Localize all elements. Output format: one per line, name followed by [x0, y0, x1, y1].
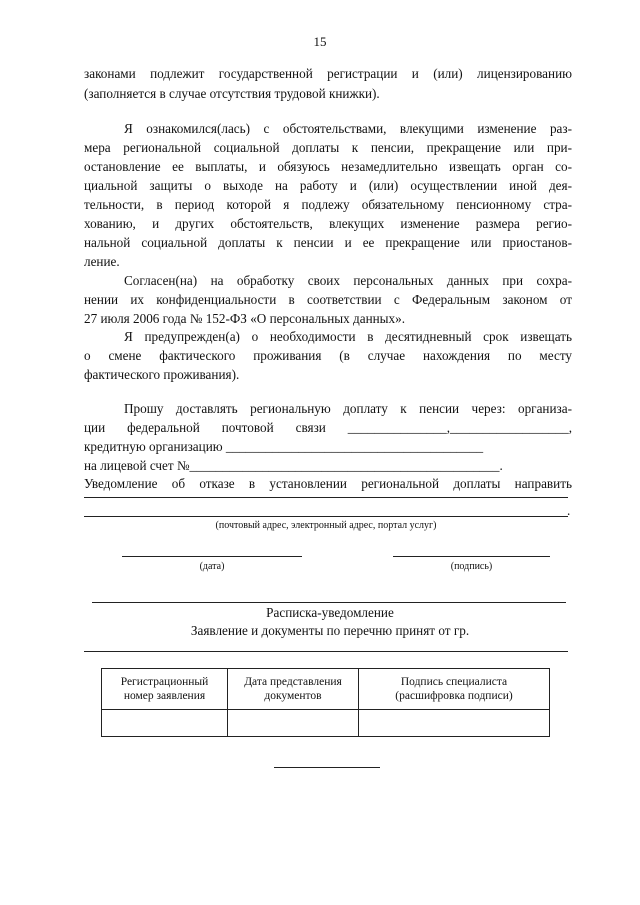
header-text: Дата представления	[244, 676, 342, 688]
header-text: (расшифровка подписи)	[395, 690, 513, 702]
paragraph-line: Я ознакомился(лась) с обстоятельствами, влекущими изменение раз-	[124, 121, 572, 136]
paragraph-line: 27 июля 2006 года № 152-ФЗ «О персональных данных».	[84, 311, 406, 326]
notice-address-line-2	[84, 516, 568, 517]
receipt-name-line	[84, 651, 568, 652]
receipt-title: Расписка-уведомление	[266, 605, 394, 620]
paragraph-line: остановление ее выплаты, и обязуюсь незамедлительно извещать орган со-	[84, 159, 572, 174]
end-rule	[274, 767, 380, 768]
delivery-line-1: Прошу доставлять региональную доплату к пенсии через: организа-	[124, 401, 572, 416]
receipt-top-rule	[92, 602, 566, 603]
notice-end-dot: .	[567, 503, 571, 518]
receipt-subtitle: Заявление и документы по перечню принят от гр.	[190, 623, 470, 638]
intro-line-2: (заполняется в случае отсутствия трудовой книжки).	[84, 86, 380, 101]
header-text: номер заявления	[123, 690, 206, 702]
paragraph-line: фактического проживания).	[84, 367, 240, 382]
paragraph-line: нении их конфиденциальности в соответствии с Федеральным законом от	[84, 292, 572, 307]
header-text: Подпись специалиста	[400, 676, 508, 688]
paragraph-line: хованию, и других обстоятельств, влекущих изменение размера регио-	[84, 216, 572, 231]
paragraph-line: нальной социальной доплаты к пенсии и ее прекращение или приостанов-	[84, 235, 572, 250]
paragraph-line: Согласен(на) на обработку своих персональных данных при сохра-	[124, 273, 572, 288]
header-text: документов	[264, 690, 322, 702]
delivery-line-account: на лицевой счет №_______________________________________________.	[84, 458, 503, 473]
table-header-cell-reg-number	[102, 669, 228, 710]
table-cell	[102, 710, 228, 737]
table-header-cell-signature	[359, 669, 550, 710]
table-cell	[359, 710, 550, 737]
paragraph-line: тельности, в период которой я подлежу обязательному пенсионному стра-	[84, 197, 572, 212]
notice-address-line-1	[84, 497, 568, 498]
paragraph-line: циальной защиты о выходе на работу и (или) осуществлении иной дея-	[84, 178, 572, 193]
signature-caption: (подпись)	[450, 561, 493, 572]
notice-address-caption: (почтовый адрес, электронный адрес, портал услуг)	[215, 520, 437, 531]
paragraph-line: Я предупрежден(а) о необходимости в десятидневный срок извещать	[124, 329, 572, 344]
notice-heading: Уведомление об отказе в установлении региональной доплаты направить	[84, 476, 572, 491]
registration-table	[101, 668, 550, 737]
signature-line	[393, 556, 550, 557]
date-caption: (дата)	[199, 561, 225, 572]
page-number: 15	[313, 34, 327, 49]
intro-line-1: законами подлежит государственной регистрации и (или) лицензированию	[84, 66, 572, 81]
date-line	[122, 556, 302, 557]
table-header-cell-date	[228, 669, 359, 710]
delivery-line-credit-org: кредитную организацию _______________________________________	[84, 439, 484, 454]
paragraph-line: о смене фактического проживания (в случае нахождения по месту	[84, 348, 572, 363]
paragraph-line: мера региональной социальной доплаты к пенсии, прекращение или при-	[84, 140, 572, 155]
table-cell	[228, 710, 359, 737]
delivery-line-postal: ции федеральной почтовой связи _______________,__________________,	[84, 420, 572, 435]
table-header-row	[102, 669, 550, 710]
paragraph-line: ление.	[84, 254, 120, 269]
table-row	[102, 710, 550, 737]
header-text: Регистрационный	[120, 676, 209, 688]
